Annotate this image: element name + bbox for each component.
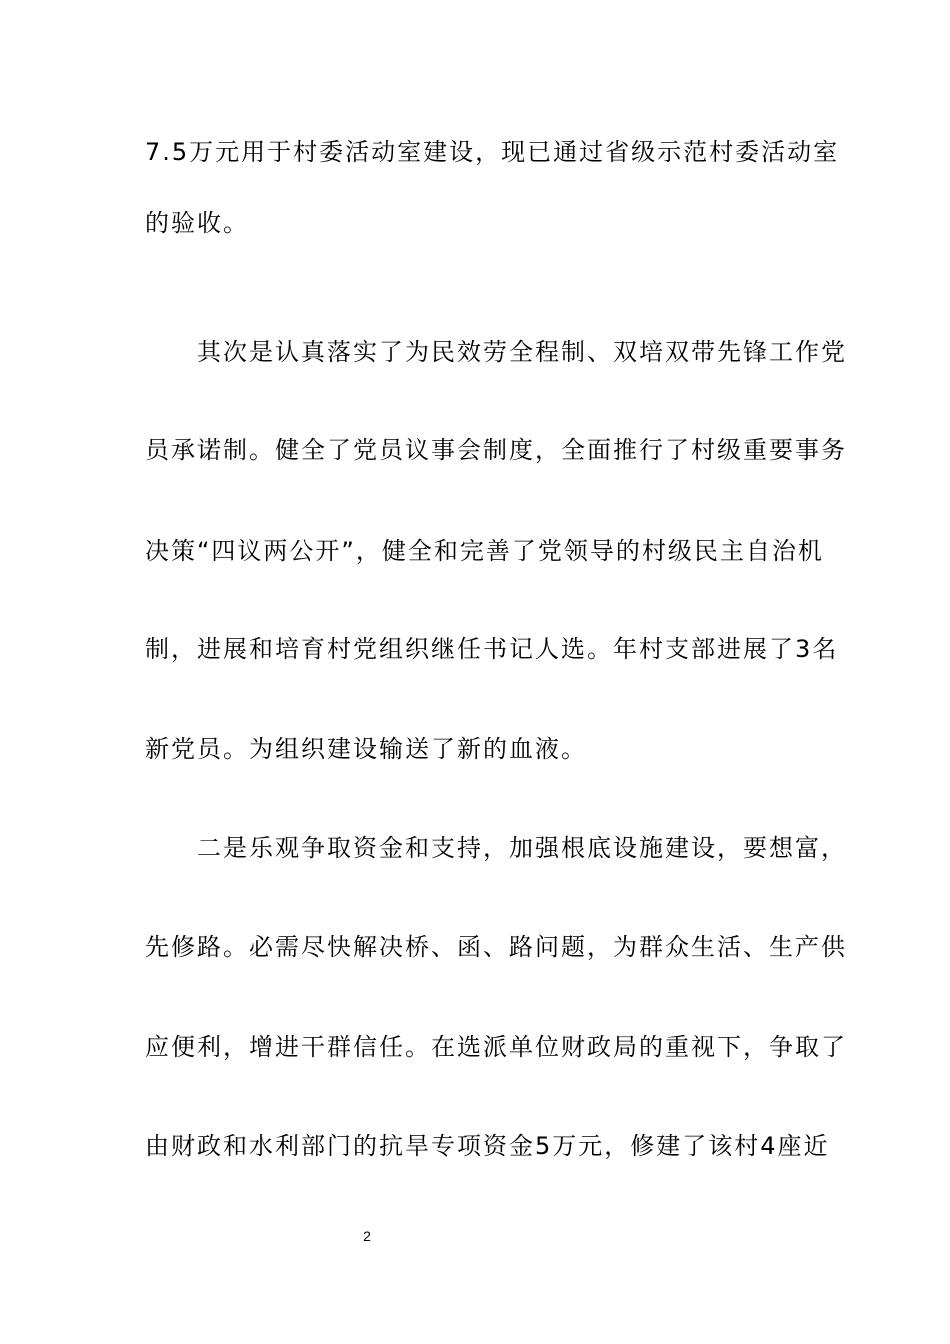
text-line: 制，进展和培育村党组织继任书记人选。年村支部进展了3名 xyxy=(145,635,839,663)
text-line: 应便利，增进干群信任。在选派单位财政局的重视下，争取了 xyxy=(145,1033,847,1061)
text-line: 新党员。为组织建设输送了新的血液。 xyxy=(145,735,587,763)
text-line: 其次是认真落实了为民效劳全程制、双培双带先锋工作党 xyxy=(145,338,847,366)
text-line: 的验收。 xyxy=(145,209,249,237)
text-line: 由财政和水利部门的抗旱专项资金5万元，修建了该村4座近 xyxy=(145,1132,830,1160)
text-line: 7.5万元用于村委活动室建设，现已通过省级示范村委活动室 xyxy=(145,138,840,166)
page-number: 2 xyxy=(363,1228,371,1244)
text-line: 二是乐观争取资金和支持，加强根底设施建设，要想富， xyxy=(145,834,847,862)
text-line: 决策“四议两公开”，健全和完善了党领导的村级民主自治机 xyxy=(145,537,824,565)
text-line: 先修路。必需尽快解决桥、函、路问题，为群众生活、生产供 xyxy=(145,933,847,961)
text-line: 员承诺制。健全了党员议事会制度，全面推行了村级重要事务 xyxy=(145,436,847,464)
